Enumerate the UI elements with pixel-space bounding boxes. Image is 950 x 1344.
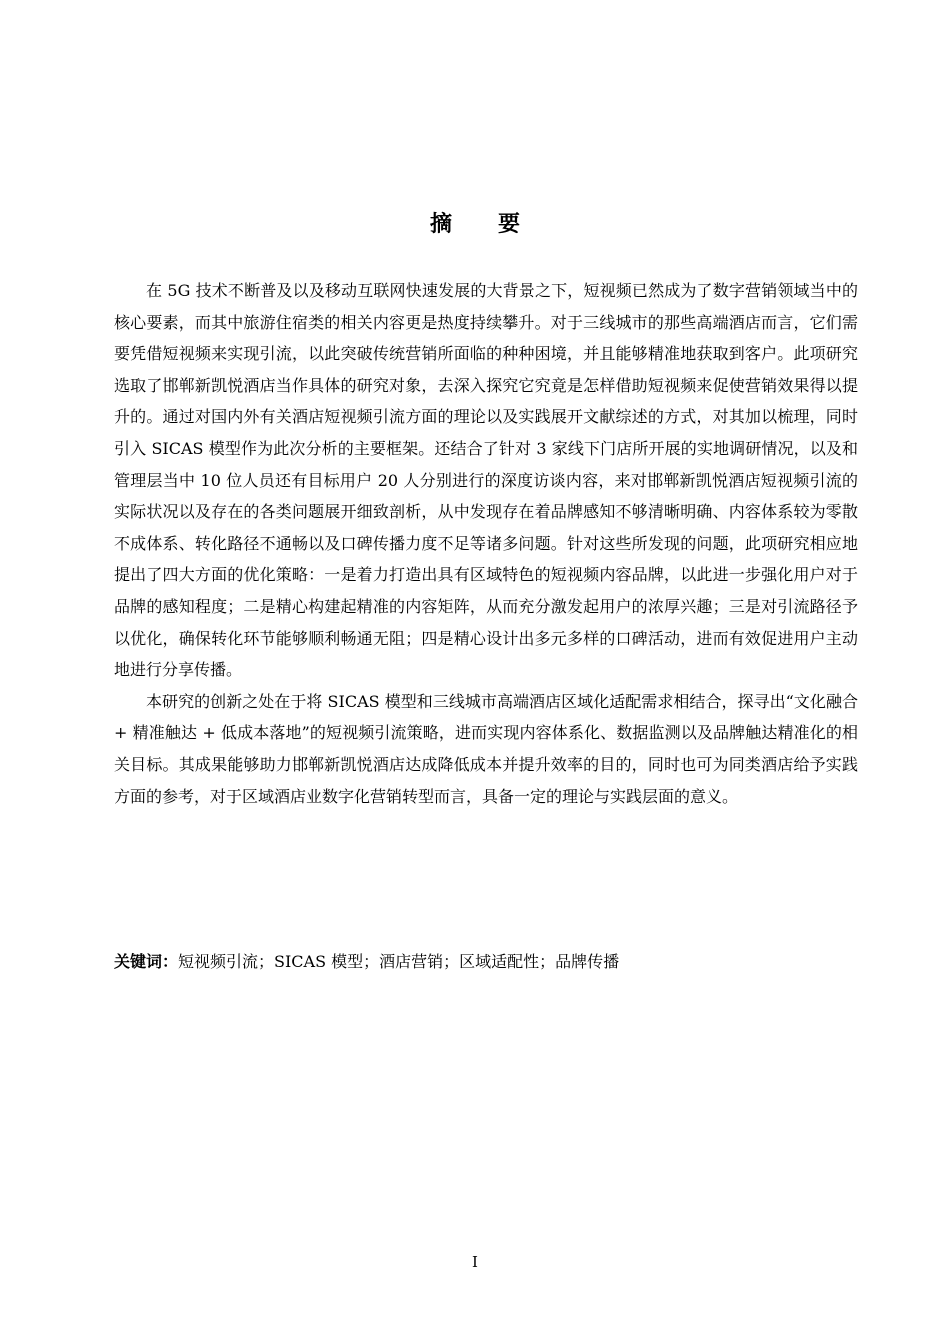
abstract-body [114, 275, 858, 812]
keywords-label: 关键词： [114, 952, 179, 971]
abstract-paragraph-1: 在 5G 技术不断普及以及移动互联网快速发展的大背景之下，短视频已然成为了数字营销领域当中的核心要素，而其中旅游住宿类的相关内容更是热度持续攀升。对于三线城市的那些高端酒店而言，它们需要凭借短视频来实现引流，以此突破传统营销所面临的种种困境，并且能够精准地获取到客户。此项研究选取了邯郸新凯悦酒店当作具体的研究对象，去深入探究它究竟是怎样借助短视频来促使营销效果得以提升的。通过对国内外有关酒店短视频引流方面的理论以及实践展开文献综述的方式，对其加以梳理，同时引入 SICAS 模型作为此次分析的主要框架。还结合了针对 3 家线下门店所开展的实地调研情况，以及和管理层当中 10 位人员还有目标用户 20 人分别进行的深度访谈内容，来对邯郸新凯悦酒店短视频引流的实际状况以及存在的各类问题展开细致剖析，从中发现存在着品牌感知不够清晰明确、内容体系较为零散不成体系、转化路径不通畅以及口碑传播力度不足等诸多问题。针对这些所发现的问题，此项研究相应地提出了四大方面的优化策略：一是着力打造出具有区域特色的短视频内容品牌，以此进一步强化用户对于品牌的感知程度；二是精心构建起精准的内容矩阵，从而充分激发起用户的浓厚兴趣；三是对引流路径予以优化，确保转化环节能够顺利畅通无阻；四是精心设计出多元多样的口碑活动，进而有效促进用户主动地进行分享传播。 [114, 281, 858, 680]
abstract-paragraph-2: 本研究的创新之处在于将 SICAS 模型和三线城市高端酒店区域化适配需求相结合，探寻出“文化融合 + 精准触达 + 低成本落地”的短视频引流策略，进而实现内容体系化、数据监测以及品牌触达精准化的相关目标。其成果能够助力邯郸新凯悦酒店达成降低成本并提升效率的目的，同时也可为同类酒店给予实践方面的参考，对于区域酒店业数字化营销转型而言，具备一定的理论与实践层面的意义。 [114, 691, 858, 806]
keywords-text: 短视频引流；SICAS 模型；酒店营销；区域适配性；品牌传播 [178, 952, 620, 971]
page-number: I [472, 1253, 478, 1271]
keywords-line [114, 946, 858, 977]
abstract-title: 摘要 [429, 212, 566, 237]
